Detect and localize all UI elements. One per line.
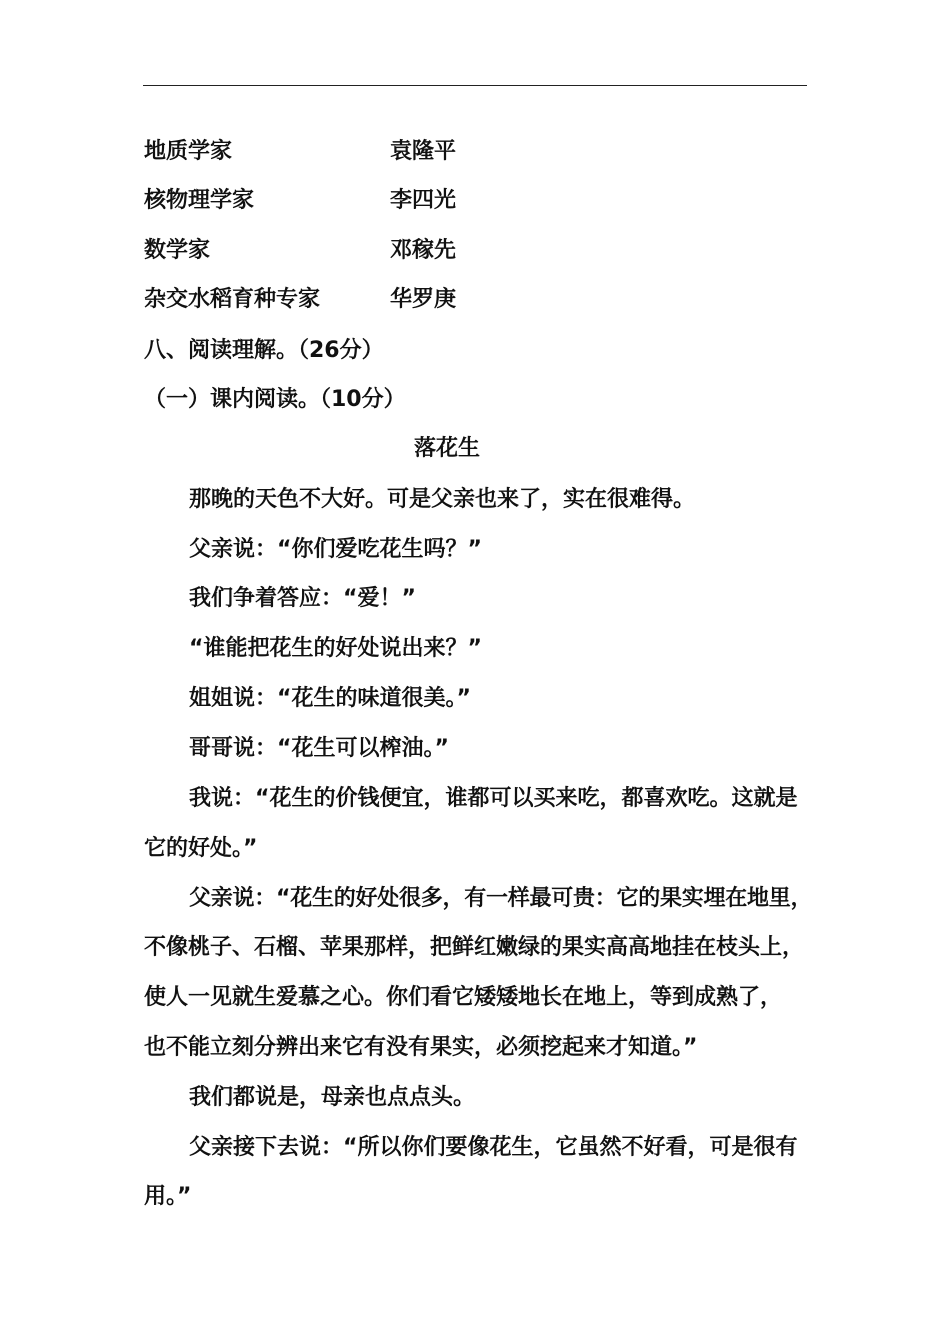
passage-line: 哥哥说：“花生可以榨油。” [189, 736, 449, 761]
passage-line: 那晚的天色不大好。可是父亲也来了，实在很难得。 [189, 487, 696, 512]
section-heading: 八、阅读理解。（26分） [144, 338, 384, 363]
passage-title: 落花生 [414, 436, 481, 461]
passage-line: 我们争着答应：“爱！” [189, 586, 416, 611]
match-right: 李四光 [390, 188, 457, 213]
match-left: 核物理学家 [144, 188, 255, 213]
passage-line: 不像桃子、石榴、苹果那样，把鲜红嫩绿的果实高高地挂在枝头上， [144, 935, 805, 960]
match-left: 杂交水稻育种专家 [144, 287, 321, 312]
passage-line: 用。” [144, 1184, 192, 1209]
passage-line: 使人一见就生爱慕之心。你们看它矮矮地长在地上，等到成熟了， [144, 985, 783, 1010]
match-left: 数学家 [144, 238, 211, 263]
passage-line: 我说：“花生的价钱便宜，谁都可以买来吃，都喜欢吃。这就是 [189, 786, 798, 811]
passage-line: “谁能把花生的好处说出来？” [189, 636, 482, 661]
subsection-heading: （一）课内阅读。（10分） [144, 387, 406, 412]
passage-line: 我们都说是，母亲也点点头。 [189, 1085, 476, 1110]
match-right: 邓稼先 [390, 238, 457, 263]
header-rule [143, 85, 807, 86]
match-left: 地质学家 [144, 139, 233, 164]
match-right: 华罗庚 [390, 287, 457, 312]
passage-line: 也不能立刻分辨出来它有没有果实，必须挖起来才知道。” [144, 1035, 698, 1060]
passage-line: 姐姐说：“花生的味道很美。” [189, 686, 471, 711]
passage-line: 父亲接下去说：“所以你们要像花生，它虽然不好看，可是很有 [189, 1135, 798, 1160]
match-right: 袁隆平 [390, 139, 457, 164]
passage-line: 它的好处。” [144, 836, 258, 861]
passage-line: 父亲说：“花生的好处很多，有一样最可贵：它的果实埋在地里， [189, 886, 813, 911]
passage-line: 父亲说：“你们爱吃花生吗？” [189, 537, 482, 562]
